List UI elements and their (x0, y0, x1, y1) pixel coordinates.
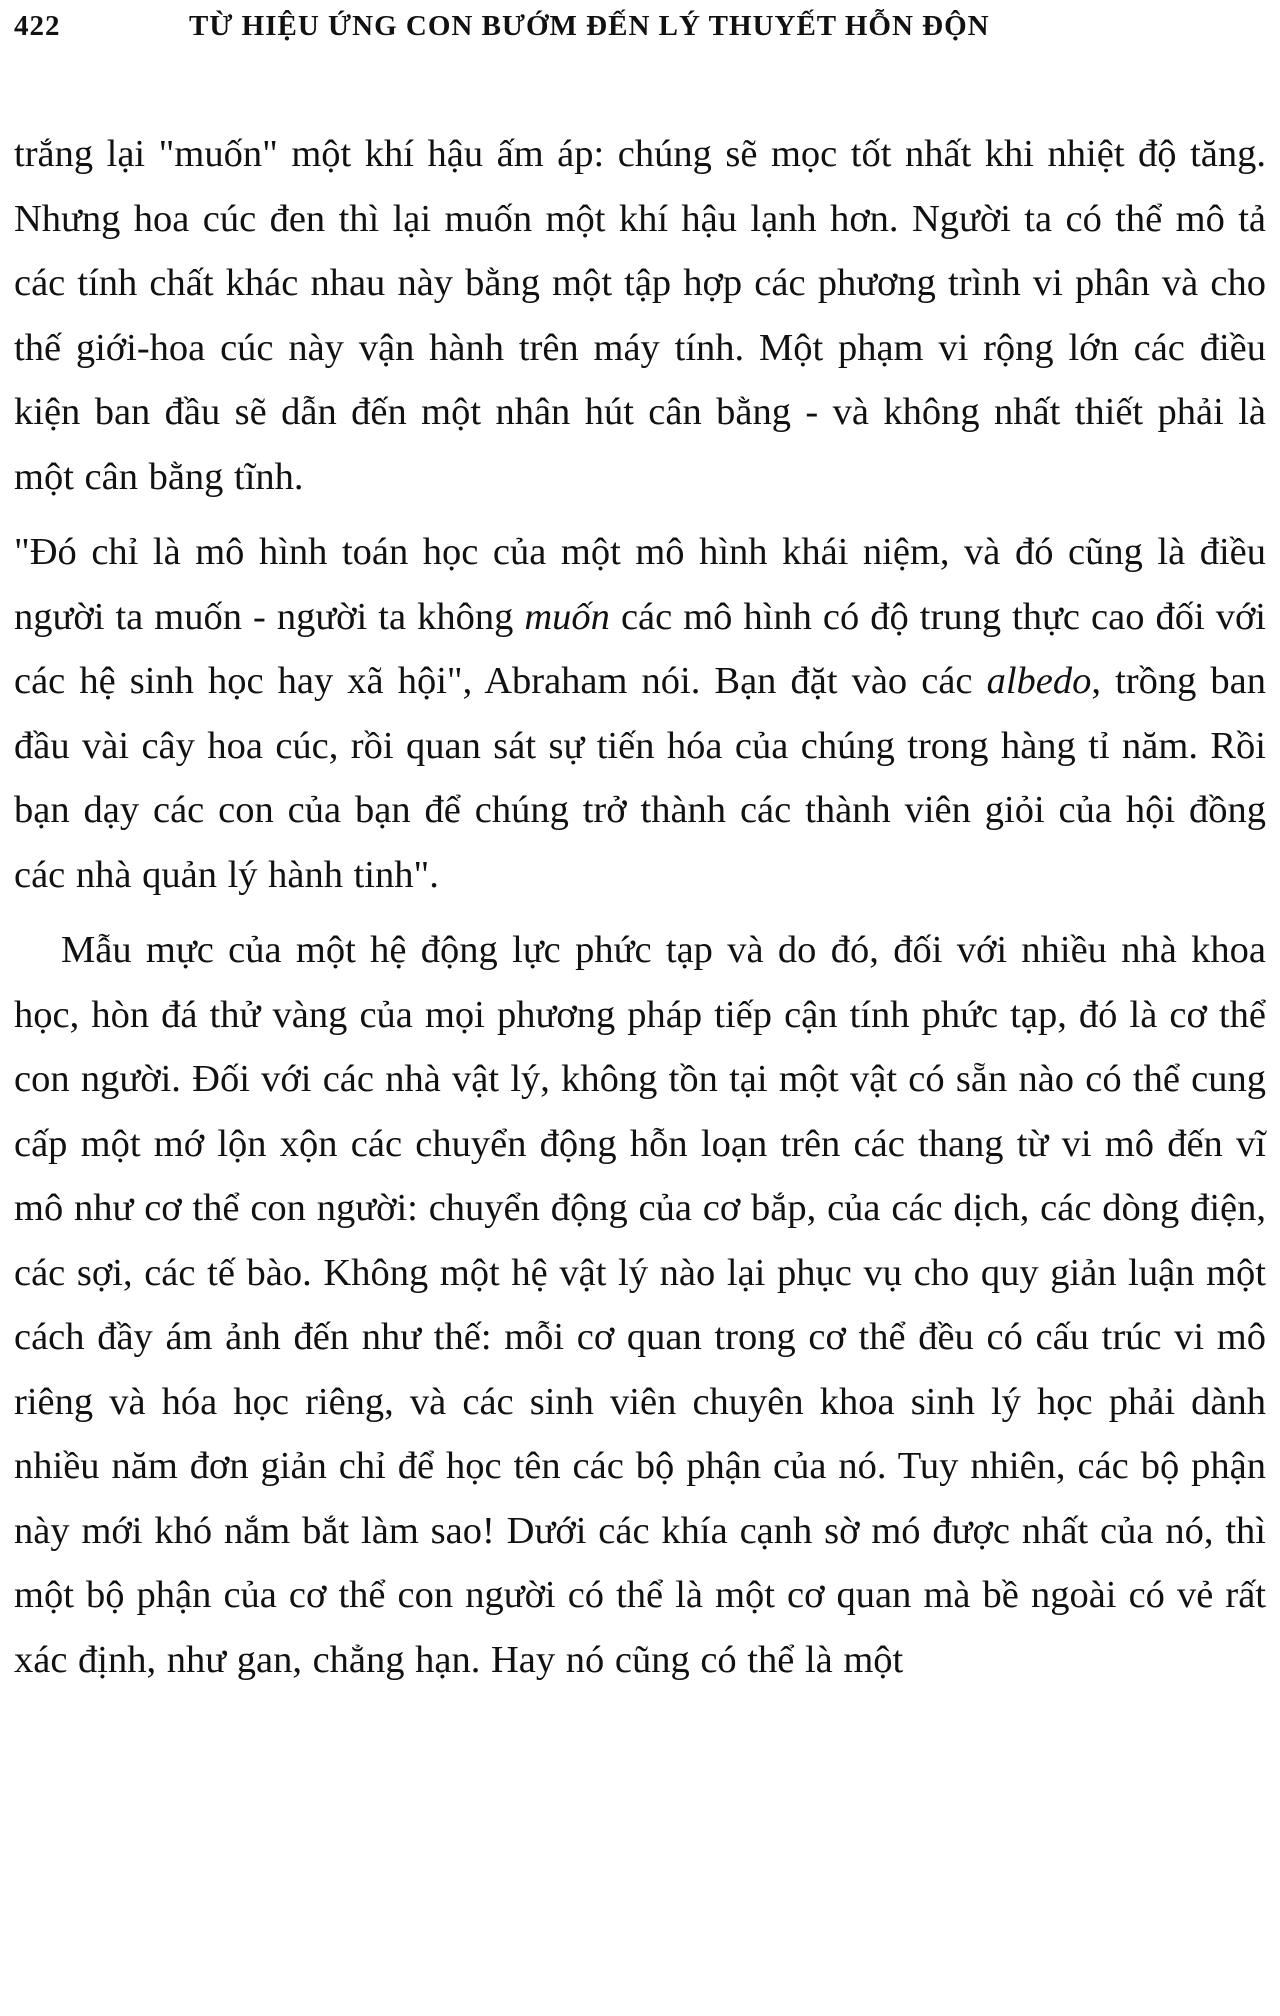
paragraph (14, 122, 1266, 509)
italic-term: albedo (986, 660, 1092, 702)
text-run: các mô hình có độ trung thực cao đối với các hệ sinh học hay xã hội", Abraham nói. Bạn đặt vào các (14, 595, 1267, 702)
running-head (14, 10, 1266, 50)
paragraph (14, 918, 1266, 1692)
text-run: Mẫu mực của một hệ động lực phức tạp và do đó, đối với nhiều nhà khoa học, hòn đá thử vàng của mọi phương pháp tiếp cận tính phức tạp, đó là cơ thể con người. Đối với các nhà vật lý, không tồn tại một vật có sẵn nào có thể cung cấp một mớ lộn xộn các chuyển động hỗn loạn trên các thang từ vi mô đến vĩ mô như cơ thể con người: chuyển động của cơ bắp, của các dịch, các dòng điện, các sợi, các tế bào. Không một hệ vật lý nào lại phục vụ cho quy giản luận một cách đầy ám ảnh đến như thế: mỗi cơ quan trong cơ thể đều có cấu trúc vi mô riêng và hóa học riêng, và các sinh viên chuyên khoa sinh lý học phải dành nhiều năm đơn giản chỉ để học tên các bộ phận của nó. Tuy nhiên, các bộ phận này mới khó nắm bắt làm sao! Dưới các khía cạnh sờ mó được nhất của nó, thì một bộ phận của cơ thể con người có thể là một cơ quan mà bề ngoài có vẻ rất xác định, như gan, chẳng hạn. Hay nó cũng có thể là một (14, 929, 1266, 1681)
page-number: 422 (14, 10, 61, 42)
text-run: trắng lại "muốn" một khí hậu ấm áp: chúng sẽ mọc tốt nhất khi nhiệt độ tăng. Nhưng hoa cúc đen thì lại muốn một khí hậu lạnh hơn. Người ta có thể mô tả các tính chất khác nhau này bằng một tập hợp các phương trình vi phân và cho thế giới-hoa cúc này vận hành trên máy tính. Một phạm vi rộng lớn các điều kiện ban đầu sẽ dẫn đến một nhân hút cân bằng - và không nhất thiết phải là một cân bằng tĩnh. (14, 133, 1266, 498)
text-run: , trồng ban đầu vài cây hoa cúc, rồi quan sát sự tiến hóa của chúng trong hàng tỉ năm. Rồi bạn dạy các con của bạn để chúng trở thành các thành viên giỏi của hội đồng các nhà quản lý hành tinh". (14, 660, 1266, 896)
body-text (14, 122, 1266, 1703)
text-run: "Đó chỉ là mô hình toán học của một mô hình khái niệm, và đó cũng là điều người ta muốn - người ta không (14, 531, 1266, 638)
italic-term: muốn (524, 595, 610, 638)
paragraph (14, 520, 1266, 907)
running-title: TỪ HIỆU ỨNG CON BƯỚM ĐẾN LÝ THUYẾT HỖN ĐỘN (189, 10, 990, 42)
